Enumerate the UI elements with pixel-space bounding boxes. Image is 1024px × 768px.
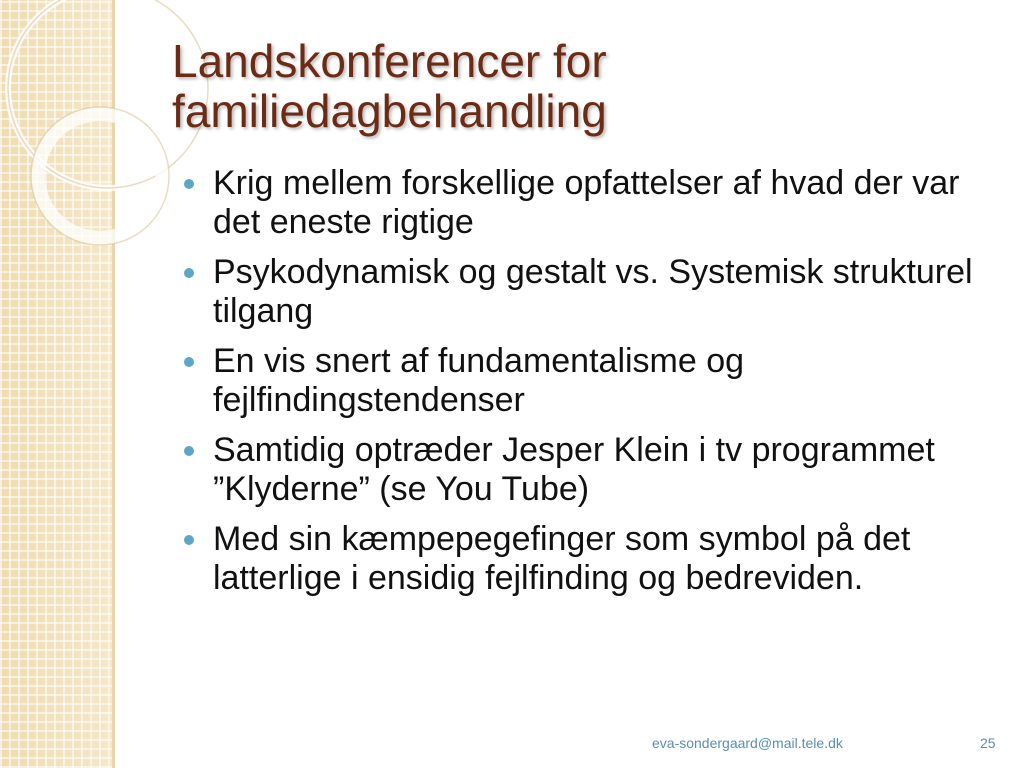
bullet-dot-icon bbox=[184, 179, 194, 189]
bullet-item bbox=[176, 164, 996, 242]
bullet-text: Psykodynamisk og gestalt vs. Systemisk strukturel tilgang bbox=[213, 253, 973, 330]
bullet-list bbox=[176, 164, 996, 609]
slide-title: Landskonferencer for familiedagbehandling bbox=[172, 35, 607, 137]
bullet-item bbox=[176, 431, 996, 509]
bullet-text: Krig mellem forskellige opfattelser af hvad der var det eneste rigtige bbox=[213, 164, 960, 241]
bullet-text: Med sin kæmpepegefinger som symbol på det latterlige i ensidig fejlfinding og bedreviden. bbox=[213, 520, 911, 597]
bullet-dot-icon bbox=[184, 268, 194, 278]
bullet-item bbox=[176, 342, 996, 420]
page-number: 25 bbox=[980, 735, 996, 751]
bullet-dot-icon bbox=[184, 357, 194, 367]
bullet-text: En vis snert af fundamentalisme og fejlfindingstendenser bbox=[213, 342, 745, 419]
footer-email: eva-sondergaard@mail.tele.dk bbox=[652, 735, 843, 751]
bullet-item bbox=[176, 520, 996, 598]
bullet-dot-icon bbox=[184, 446, 194, 456]
bullet-text: Samtidig optræder Jesper Klein i tv programmet ”Klyderne” (se You Tube) bbox=[213, 431, 935, 508]
bullet-dot-icon bbox=[184, 535, 194, 545]
bullet-item bbox=[176, 253, 996, 331]
